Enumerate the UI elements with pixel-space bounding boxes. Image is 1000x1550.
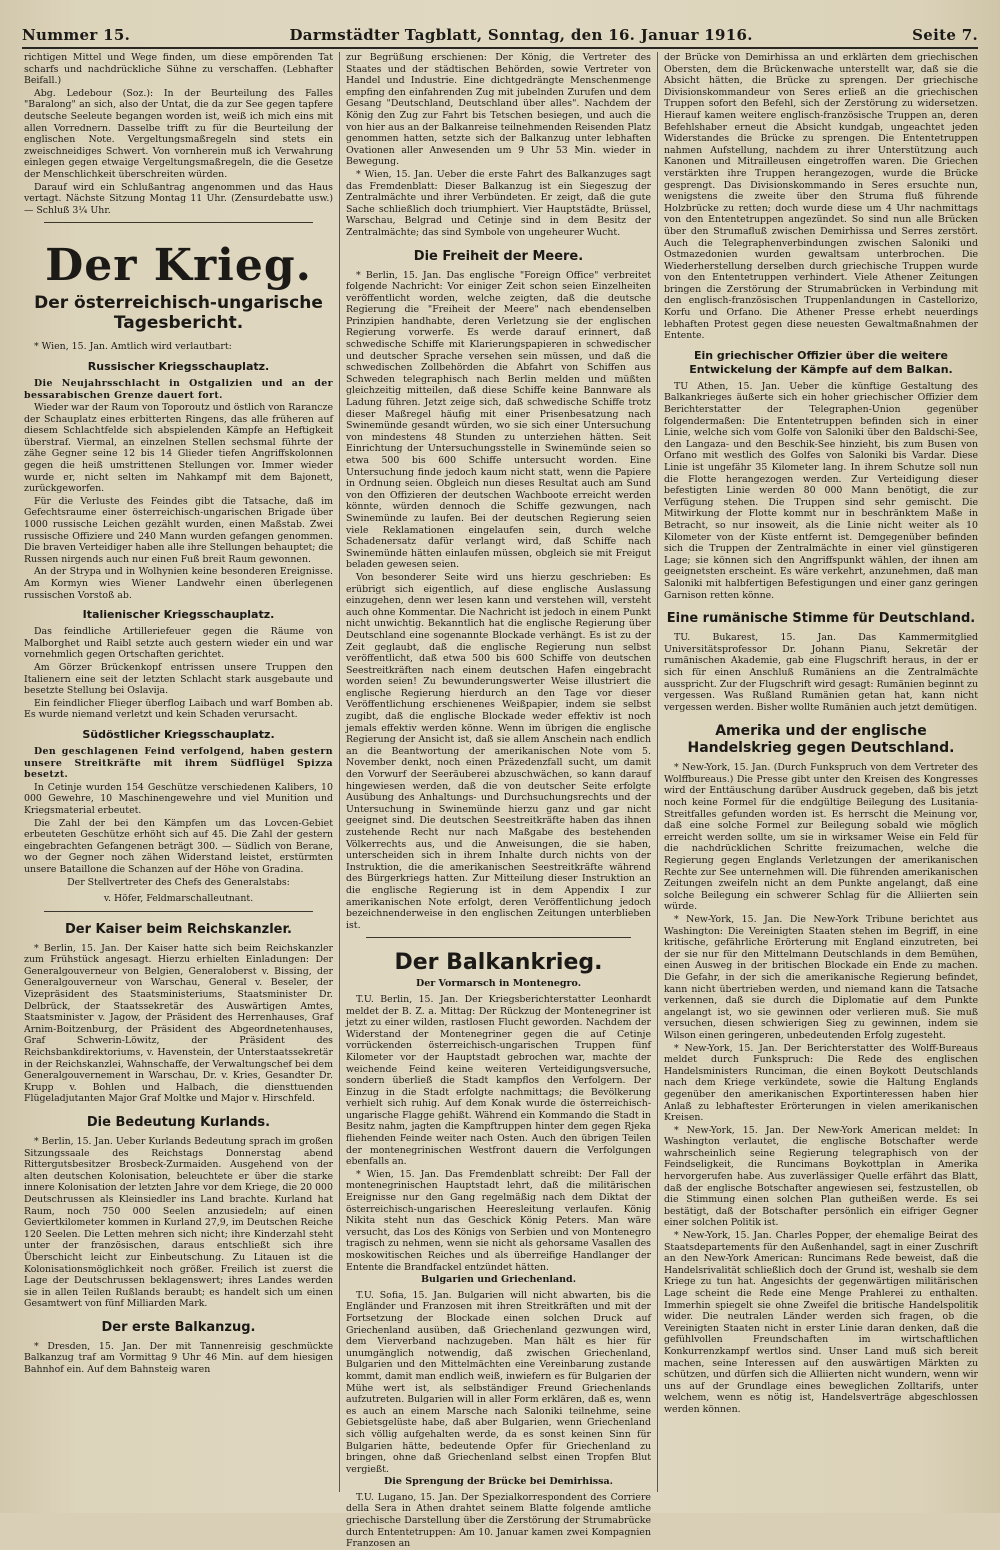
divider	[44, 222, 313, 223]
paragraph: * New-York, 15. Jan. (Durch Funkspruch von dem Vertreter des Wolffbureaus.) Die Presse gibt unter den Kreisen des Kongresses wird der Enttäuschung darüber Ausdruck gegeben, daß bis jetzt noch keine Formel für die endgültige Beilegung des Lusitania-Streitfalles gefunden worden ist. Es herrscht die Meinung vor, daß eine solche Formel zur Beilegung sobald wie möglich erreicht werden sollte, um sie in wirksamer Weise ein Feld für die nachdrücklichen Schritte freizumachen, welche die Regierung gegen Englands Verletzungen der amerikanischen Rechte zur See unternehmen will. Die führenden amerikanischen Zeitungen zweifeln nicht an dem Punkte angelangt, daß eine solche Beilegung ein schwerer Schlag für die Alliierten sein würde.	[664, 762, 978, 913]
paragraph: * Wien, 15. Jan. Das Fremdenblatt schreibt: Der Fall der montenegrinischen Hauptstadt lehrt, daß die militärischen Ereignisse nur den Gang regelmäßig nach dem Diktat der österreichisch-ungarischen Heeresleitung verlaufen. König Nikita steht nun das Geschick König Peters. Man wäre versucht, das Los des Königs von Serbien und von Montenegro tragisch zu nehmen, wenn sie nicht als gehorsame Vasallen des moskowitischen Reiches und als überreifige Handlanger der Entente die Brandfackel entzündet hätten.	[346, 1168, 651, 1273]
paragraph: T.U. Sofia, 15. Jan. Bulgarien will nicht abwarten, bis die Engländer und Franzosen mit ihren Streitkräften und mit der Fortsetzung der Blockade einen solchen Druck auf Griechenland ausüben, daß Griechenland gezwungen wird, dem Vierverband nachzugeben. Man hält es hier für unumgänglich notwendig, daß zwischen Griechenland, Bulgarien und den Mittelmächten eine Vereinbarung zustande kommt, damit man endlich weiß, inwiefern es für Bulgarien der Mühe wert ist, als selbständiger Freund Griechenlands aufzutreten. Bulgarien will in aller Form erklären, daß es, wenn es auch an einem Marsche nach Saloniki teilnehme, seine Gebietsgelüste habe, daß aber Bulgarien, wenn Griechenland sich völlig aufgehalten werde, da es sonst keinen Sinn für Bulgarien hätte, bedeutende Opfer für Griechenland zu bringen, ohne daß Griechenland selbst einen Tropfen Blut vergießt.	[346, 1289, 651, 1475]
paragraph: Den geschlagenen Feind verfolgend, haben gestern unsere Streitkräfte mit ihrem Südflügel Spizza besetzt.	[24, 745, 333, 781]
paragraph: * Wien, 15. Jan. Ueber die erste Fahrt des Balkanzuges sagt das Fremdenblatt: Dieser Balkanzug ist ein Siegeszug der Zentralmächte und ihrer Verbündeten. Er zeigt, daß die gute Sache schließlich doch triumphiert. Vier Hauptstädte, Brüssel, Warschau, Belgrad und Cetinje sind in dem Besitz der Zentralmächte; das sind Symbole von ungeheurer Wucht.	[346, 168, 651, 238]
heading-kurland: Die Bedeutung Kurlands.	[86, 1114, 271, 1130]
paragraph: TU. Bukarest, 15. Jan. Das Kammermitglied Universitätsprofessor Dr. Johann Pianu, Sekretär der rumänischen Akademie, gab eine Flugschrift heraus, in der er sich für einen Anschluß Rumäniens an die Zentralmächte ausspricht. Zur der Flugschrift wird gesagt: Rumänien beginnt zu vergessen. Was Rußland Rumänien getan hat, kann nicht vergessen werden. Bisher wollte Rumänien auch jetzt demütigen.	[664, 632, 978, 713]
heading-greek-officer: Ein griechischer Offizier über die weitere Entwickelung der Kämpfe auf dem Balkan.	[689, 348, 953, 376]
paragraph: T.U. Lugano, 15. Jan. Der Spezialkorrespondent des Corriere della Sera in Athen drahtet seinem Blatte folgende amtliche griechische Darstellung über die Zerstörung der Strumabrücke durch Ententetruppen: Am 10. Januar kamen zwei Kompagnien Franzosen an	[346, 1491, 651, 1550]
paragraph: Die Zahl der bei den Kämpfen um das Lovcen-Gebiet erbeuteten Geschütze erhöht sich auf 45. Die Zahl der gestern eingebrachten Gefangenen beträgt 300. — Südlich von Berane, wo der Gegner noch zähen Widerstand leistet, erstürmten unsere Bataillone die Schanzen auf der Höhe von Gradina.	[24, 817, 333, 875]
paragraph: Wieder war der Raum von Toporoutz und östlich von Rarancze der Schauplatz eines erbitterten Ringens, das alle früheren auf diesem Schlachtfelde sich abspielenden Kämpfe an Heftigkeit überstraf. Viermal, an einzelnen Stellen sechsmal führte der zähe Gegner seine 12 bis 14 Glieder tiefen Angriffskolonnen gegen die heiß umstrittenen Stellungen vor. Immer wieder wurde er, nicht selten im Nahkampf mit dem Bajonett, zurückgeworfen.	[24, 402, 333, 495]
paragraph: Das feindliche Artilleriefeuer gegen die Räume von Malborghet und Raibl setzte auch gestern wieder ein und war vornehmlich gegen Ortschaften gerichtet.	[24, 626, 333, 661]
heading-america: Amerika und der englische Handelskrieg gegen Deutschland.	[687, 723, 955, 757]
paragraph: In Cetinje wurden 154 Geschütze verschiedenen Kalibers, 10 000 Gewehre, 10 Maschinengewehre und viel Munition und Kriegsmaterial erbeutet.	[24, 781, 333, 816]
paragraph: richtigen Mittel und Wege finden, um diese empörenden Tat scharfs und nachdrückliche Sühne zu verschaffen. (Lebhafter Beifall.)	[24, 52, 333, 87]
paragraph: * Berlin, 15. Jan. Der Kaiser hatte sich beim Reichskanzler zum Frühstück angesagt. Hierzu erhielten Einladungen: Der Generalgouverneur von Belgien, Generaloberst v. Bissing, der Generalgouverneur von Warschau, General v. Beseler, der Vizepräsident des Staatsministeriums, Staatsminister Dr. Delbrück, der Staatssekretär des Auswärtigen Amtes, Staatsminister v. Jagow, der Präsident des Herrenhauses, Graf Arnim-Boitzenburg, der Präsident des Abgeordnetenhauses, Graf Schwerin-Löwitz, der Präsident des Reichsbankdirektoriums, v. Havenstein, der Unterstaatssekretär in der Reichskanzlei, Wahnschaffe, der Verwaltungschef bei dem Generalgouvernement in Warschau, Dr. v. Kries, Gesandter Dr. Krupp v. Bohlen und Halbach, die diensttuenden Flügeladjutanten Major Graf Moltke und Major v. Hirschfeld.	[24, 942, 333, 1105]
column-3	[658, 52, 984, 1492]
heading-kaiser: Der Kaiser beim Reichskanzler.	[65, 921, 292, 937]
heading-romanian-voice: Eine rumänische Stimme für Deutschland.	[666, 611, 976, 627]
paragraph: An der Strypa und in Wolhynien keine besonderen Ereignisse. Am Kormyn wies Wiener Landwehr einen überlegenen russischen Vorstoß ab.	[24, 566, 333, 601]
subheading-montenegro: Der Vormarsch in Montenegro.	[415, 978, 582, 990]
issue-number: Nummer 15.	[22, 26, 131, 44]
divider	[366, 937, 631, 938]
column-1	[18, 52, 340, 1492]
signature-line: Der Stellvertreter des Chefs des Generalstabs:	[67, 877, 290, 889]
paragraph: Abg. Ledebour (Soz.): In der Beurteilung des Falles "Baralong" an sich, also der Untat, die da zur See gegen tapfere deutsche Seeleute begangen worden ist, weiß ich mich eins mit allen Vorrednern. Dasselbe trifft zu für die Beurteilung der englischen Note. Vergeltungsmaßregeln sind stets ein zweischneidiges Schwert. Von vornherein muß ich Verwahrung einlegen gegen etwaige Vergeltungsmaßregeln, die die Gesetze der Menschlichkeit überschreiten würden.	[24, 87, 333, 180]
column-2	[340, 52, 658, 1550]
signature-name: v. Höfer, Feldmarschalleutnant.	[103, 893, 254, 905]
paragraph: * New-York, 15. Jan. Die New-York Tribune berichtet aus Washington: Die Vereinigten Staaten stehen im Begriff, in eine kritische, gefährliche Erörterung mit England einzutreten, bei der sie nur für den Mittelmann Deutschlands in dem Bemühen, einen Ausweg in der britischen Blockade ein Ende zu machen. Die Gefahr, in der sich die amerikanische Regierung befindet, kann nicht übertrieben werden, und niemand kann die Tatsache verkennen, daß sie durch die Diplomatie auf dem Punkte angelangt ist, wo sie gewinnen oder verlieren muß. Sie muß versuchen, diesen schwierigen Sieg zu gewinnen, indem sie Wilson einen geringeren, unbedeutenden Erfolg zugesteht.	[664, 914, 978, 1041]
paragraph: Die Neujahrsschlacht in Ostgalizien und an der bessarabischen Grenze dauert fort.	[24, 377, 333, 401]
paragraph: zur Begrüßung erschienen: Der König, die Vertreter des Staates und der städtischen Behörden, sowie Vertreter von Handel und Industrie. Eine dichtgedrängte Menschenmenge empfing den einfahrenden Zug mit jubelnden Zurufen und dem Gesang "Deutschland, Deutschland über alles". Nachdem der König den Zug zur Fahrt bis Tetschen besiegen, und auch die von hier aus an der Balkanreise teilnehmenden Reisenden Platz genommen hatten, setzte sich der Balkanzug unter lebhaften Ovationen aller Anwesenden um 9 Uhr 53 Min. wieder in Bewegung.	[346, 52, 651, 168]
columns	[18, 52, 984, 1550]
masthead	[22, 26, 978, 49]
section-subtitle: Der österreichisch-ungarische Tagesbericht.	[34, 293, 323, 334]
subheading-bridge: Die Sprengung der Brücke bei Demirhissa.	[384, 1476, 613, 1488]
divider	[44, 911, 313, 912]
paragraph: T.U. Berlin, 15. Jan. Der Kriegsberichterstatter Leonhardt meldet der B. Z. a. Mittag: Der Rückzug der Montenegriner ist jetzt zu einer wilden, rastlosen Flucht geworden. Nachdem der Widerstand der Montenegriner gegen die auf Cetinje vorrückenden österreichisch-ungarischen Truppen fünf Kilometer vor der Hauptstadt gebrochen war, machte der weichende Feind keine weiteren Verteidigungsversuche, sondern überließ die Stadt kampflos den Verfolgern. Der Einzug in die Stadt erfolgte nachmittags; die Bevölkerung verhielt sich ruhig. Auf dem Konak wurde die österreichisch-ungarische Flagge gehißt. Während ein Kommando die Stadt in Besitz nahm, jagten die Kampftruppen hinter dem gegen Rjeka fliehenden Feinde weiter nach Osten. Auch den übrigen Teilen der montenegrinischen Westfront dauern die Verfolgungen ebenfalls an.	[346, 993, 651, 1168]
page-number: Seite 7.	[912, 26, 978, 44]
paragraph: Von besonderer Seite wird uns hierzu geschrieben: Es erübrigt sich eigentlich, auf diese englische Auslassung einzugehen, denn wer lesen kann und verstehen will, versteht auch ohne Kommentar. Die Nachricht ist jedoch in einem Punkt nicht unwichtig. Bekanntlich hat die englische Regierung über Deutschland eine sogenannte Blockade verhängt. Es ist zu der Zeit geglaubt, daß die englische Regierung nun selbst veröffentlicht, daß etwa 500 bis 600 Schiffe von deutschen Seestreitkräften nach einem deutschen Hafen eingebracht worden seien! Zu bewunderungswerter Weise illustriert die englische Regierung hierdurch an den Tage vor dieser Veröffentlichung erschienenes Weißpapier, indem sie selbst zugibt, daß die englische Blockade weder effektiv ist noch jemals effektiv werden könne. Wenn im übrigen die englische Regierung der Ansicht ist, daß sie allem Anschein nach endlich an die Beantwortung der amerikanischen Note vom 5. November denkt, noch einen Präzedenzfall sucht, um damit den Vorwurf der Seeräuberei abzuschwächen, so kann darauf hingewiesen werden, daß die von deutscher Seite erfolgte Ausübung des Anhaltungs- und Durchsuchungsrechts und der Untersuchung in Swinemünde hierzu ganz und gar nicht geeignet sind. Die deutschen Seestreitkräfte haben das ihnen zustehende Recht nur nach Maßgabe des bestehenden Völkerrechts aus, und die Anweisungen, die sie haben, unterscheiden sich in ihrem Inhalte durch nichts von der Instruktion, die die amerikanischen Seestreitkräfte während des Bürgerkriegs hatten. Zur Mitteilung dieser Instruktion an die englische Regierung ist in dem Appendix I zur amerikanischen Note erfolgt, deren Veröffentlichung jedoch bezeichnenderweise in den englischen Zeitungen unterblieben ist.	[346, 571, 651, 931]
heading-russian-front: Russischer Kriegsschauplatz.	[87, 359, 270, 373]
paragraph: * Dresden, 15. Jan. Der mit Tannenreisig geschmückte Balkanzug traf am Vormittag 9 Uhr 46 Min. auf dem hiesigen Bahnhof ein. Auf dem Bahnsteig waren	[24, 1340, 333, 1376]
paragraph: * New-York, 15. Jan. Charles Popper, der ehemalige Beirat des Staatsdepartements für den Außenhandel, sagt in einer Zuschrift an den New-York American: Runcimans Rede beweist, daß die Handelsrivalität schließlich doch der Grund ist, weshalb sie dem Kriege zu tun hat. Angesichts der gegenwärtigen militärischen Lage scheint die Rede eine Menge Prahlerei zu enthalten. Immerhin spiegelt sie ohne Zweifel die britische Handelspolitik wider. Die neutralen Länder werden sich fragen, ob die Vereinigten Staaten nicht in erster Linie daran denken, daß die gefühlvollen Freundschaften im wirtschaftlichen Konkurrenzkampf wertlos sind. Unser Land muß sich bereit machen, seine Interessen auf den auswärtigen Märkten zu schützen, und dürfen sich die Alliierten nicht wundern, wenn wir uns auf der Grundlage eines beweglichen Zolltarifs, unter welchem, wenn es nötig ist, Handelsverträge abgeschlossen werden können.	[664, 1230, 978, 1415]
paragraph: * Berlin, 15. Jan. Ueber Kurlands Bedeutung sprach im großen Sitzungssaale des Reichstags Donnerstag abend Rittergutsbesitzer Brosbeck-Zurmaiden. Ausgehend von der alten deutschen Kolonisation, beleuchtete er über die starke innere Kolonisation der letzten Jahre vor dem Kriege, die 20 000 Deutschrussen als Kleinsiedler ins Land brachte. Kurland hat Raum, noch 750 000 Seelen anzusiedeln; auf einen Geviertkilometer kommen in Kurland 27,9, im Deutschen Reiche 120 Seelen. Die Letten mehren sich nicht; ihre Kinderzahl steht unter der französischen, daraus entschließt sich ihre Überschicht leicht zur Einbeutschung. Zu Litauen ist die Kolonisationsmöglichkeit noch größer. Freilich ist zuerst die Lage der Deutschrussen beklagenswert; ihres Landes werden sie in allen Teilen Rußlands beraubt; es handelt sich um einen Gesamtwert von fünf Milliarden Mark.	[24, 1135, 333, 1310]
paragraph: * New-York, 15. Jan. Der Berichterstatter des Wolff-Bureaus meldet durch Funkspruch: Die Rede des englischen Handelsministers Runciman, die einen Boykott Deutschlands nach dem Kriege verkündete, sowie die Haltung Englands gegenüber den amerikanischen Exportinteressen haben hier Anlaß zu lebhaftester Erörterungen in vielen amerikanischen Kreisen.	[664, 1042, 978, 1124]
paragraph: Darauf wird ein Schlußantrag angenommen und das Haus vertagt. Nächste Sitzung Montag 11 Uhr. (Zensurdebatte usw.) — Schluß 3¼ Uhr.	[24, 181, 333, 216]
paragraph: Ein feindlicher Flieger überflog Laibach und warf Bomben ab. Es wurde niemand verletzt und kein Schaden verursacht.	[24, 697, 333, 721]
paragraph: der Brücke von Demirhissa an und erklärten dem griechischen Obersten, dem die Brückenwache unterstellt war, daß sie die Absicht hätten, die Brücke zu sprengen. Der griechische Divisionskommandeur von Seres erließ an die griechischen Truppen sofort den Befehl, sich der Zerstörung zu widersetzen. Hierauf kamen weitere englisch-französische Truppen an, deren Befehlshaber erneut die Absicht kundgab, ungeachtet jeden Widerstandes die Brücke zu sprengen. Die Ententetruppen nahmen Aufstellung, nachdem zu ihrer Unterstützung auch Kanonen und Mitrailleusen eingetroffen waren. Die Griechen verstärkten ihre Truppen herangezogen, wurde die Brücke gesprengt. Das Divisionskommando in Seres ersuchte nun, wenigstens die zweite über den Struma fluß führende Holzbrücke zu retten; doch wurde diese um 4 Uhr nachmittags von den Ententetruppen angezündet. So sind nun alle Brücken über den Strumafluß zwischen Demirhissa und Serres zerstört. Auch die Telegraphenverbindungen zwischen Saloniki und Ostmazedonien wurden gewaltsam unterbrochen. Die Wiederherstellung derselben durch griechische Truppen wurde von den Ententetruppen verhindert. Viele Athener Zeitungen bringen die Zerstörung der Strumabrücken in Verbindung mit den englisch-französischen Truppenlandungen in Castellorizo, Korfu und Orfano. Die Athener Presse erhebt neuerdings lebhaften Protest gegen diese neuesten Gewaltmaßnahmen der Entente.	[664, 52, 978, 342]
paragraph: * Wien, 15. Jan. Amtlich wird verlautbart:	[34, 341, 232, 353]
heading-balkan-war: Der Balkankrieg.	[394, 950, 603, 976]
paragraph: * Berlin, 15. Jan. Das englische "Foreign Office" verbreitet folgende Nachricht: Vor einiger Zeit schon seien Einzelheiten veröffentlicht worden, welche zeigten, daß die deutsche Regierung die "Freiheit der Meere" nach ebendenselben Prinzipien handhabte, deren Verletzung sie der englischen Regierung vorwerfe. Es werde darauf erinnert, daß schwedische Schiffe mit Klarierungspapieren in schwedischer und deutscher Sprache versehen sein müssen, und daß die schwedischen Zollbehörden die Abfahrt von Schiffen aus Schweden telegraphisch nach Berlin melden und müßten gleichzeitig mitteilen, daß diese Schiffe keine Bannware als Ladung führen. Jetzt zeige sich, daß schwedische Schiffe trotz dieser Maßregel häufig mit einer Prisenbesatzung nach Swinemünde gesandt würden, wo sie sich einer Untersuchung von mindestens 48 Stunden zu unterziehen hätten. Seit Einrichtung der Untersuchungsstelle in Swinemünde seien so etwa 500 bis 600 Schiffe untersucht worden. Eine Untersuchung finde jedoch kaum nicht statt, wenn die Papiere in Ordnung seien. Obgleich nun dieses Resultat auch am Sund von den Offizieren der deutschen Wachboote erreicht werden könnte, würden dennoch die Schiffe gezwungen, nach Swinemünde zu laufen. Bei der deutschen Regierung seien viele Reklamationen eingelaufen sein, durch welche Schadenersatz dafür verlangt wird, daß Schiffe nach Swinemünde hätten einlaufen müssen, obgleich sie mit Freigut beladen gewesen seien.	[346, 269, 651, 571]
subheading-bulgaria-greece: Bulgarien und Griechenland.	[420, 1274, 576, 1286]
heading-balkanzug: Der erste Balkanzug.	[101, 1319, 256, 1335]
heading-italian-front: Italienischer Kriegsschauplatz.	[82, 608, 275, 622]
paragraph: * New-York, 15. Jan. Der New-York American meldet: In Washington verlautet, die englische Botschafter werde wahrscheinlich seine Regierung telegraphisch von der Feindseligkeit, die Runcimans Boykottplan in Amerika hervorgerufen habe. Aus zuverlässiger Quelle erfährt das Blatt, daß der englische Botschafter angewiesen sei, festzustellen, ob die Stimmung einen solchen Plan gutheißen werde. Es sei bestätigt, daß der Botschafter persönlich ein eifriger Gegner einer solchen Politik ist.	[664, 1124, 978, 1229]
newspaper-title-date: Darmstädter Tagblatt, Sonntag, den 16. Januar 1916.	[289, 26, 753, 44]
heading-southeast-front: Südöstlicher Kriegsschauplatz.	[82, 727, 275, 741]
paragraph: Am Görzer Brückenkopf entrissen unsere Truppen den Italienern eine seit der letzten Schlacht stark ausgebaute und besetzte Stellung bei Oslavija.	[24, 661, 333, 697]
section-title-krieg: Der Krieg.	[45, 240, 312, 292]
heading-freedom-of-seas: Die Freiheit der Meere.	[413, 248, 584, 264]
paragraph: Für die Verluste des Feindes gibt die Tatsache, daß im Gefechtsraume einer österreichisch-ungarischen Brigade über 1000 russische Leichen gezählt wurden, einen Maßstab. Zwei russische Offiziere und 240 Mann wurden gefangen genommen. Die braven Verteidiger haben alle ihre Stellungen behauptet; die Russen nirgends auch nur einen Fuß breit Raum gewonnen.	[24, 495, 333, 565]
paragraph: TU Athen, 15. Jan. Ueber die künftige Gestaltung des Balkankrieges äußerte sich ein hoher griechischer Offizier dem Berichterstatter der Telegraphen-Union gegenüber folgendermaßen: Die Ententetruppen befinden sich in einer Linie, welche sich vom Golfe von Saloniki über den Baldschi-See, den Langaza- und den Beschik-See hinzieht, bis zum Busen von Orfano mit westlich des Golfes von Saloniki bis Vardar. Diese Linie ist ungefähr 35 Kilometer lang. In ihrem Schutze soll nun die Flotte herangezogen werden. Zur Verteidigung dieser befestigten Linie werden 80 000 Mann benötigt, die zur Verfügung stehen. Die Truppen sind sehr gemischt. Die Mitwirkung der Flotte kommt nur in beschränktem Maße in Betracht, so nur insoweit, als die Linie nicht weiter als 10 Kilometer von der Küste entfernt ist. Demgegenüber befinden sich die Truppen der Zentralmächte in einer viel günstigeren Lage; sie können sich den Angriffspunkt wählen, der ihnen am geeignetsten erscheint. Es wäre verkehrt, anzunehmen, daß man Saloniki mit halbfertigen Befestigungen und einer ganz geringen Garnison retten könne.	[664, 380, 978, 601]
